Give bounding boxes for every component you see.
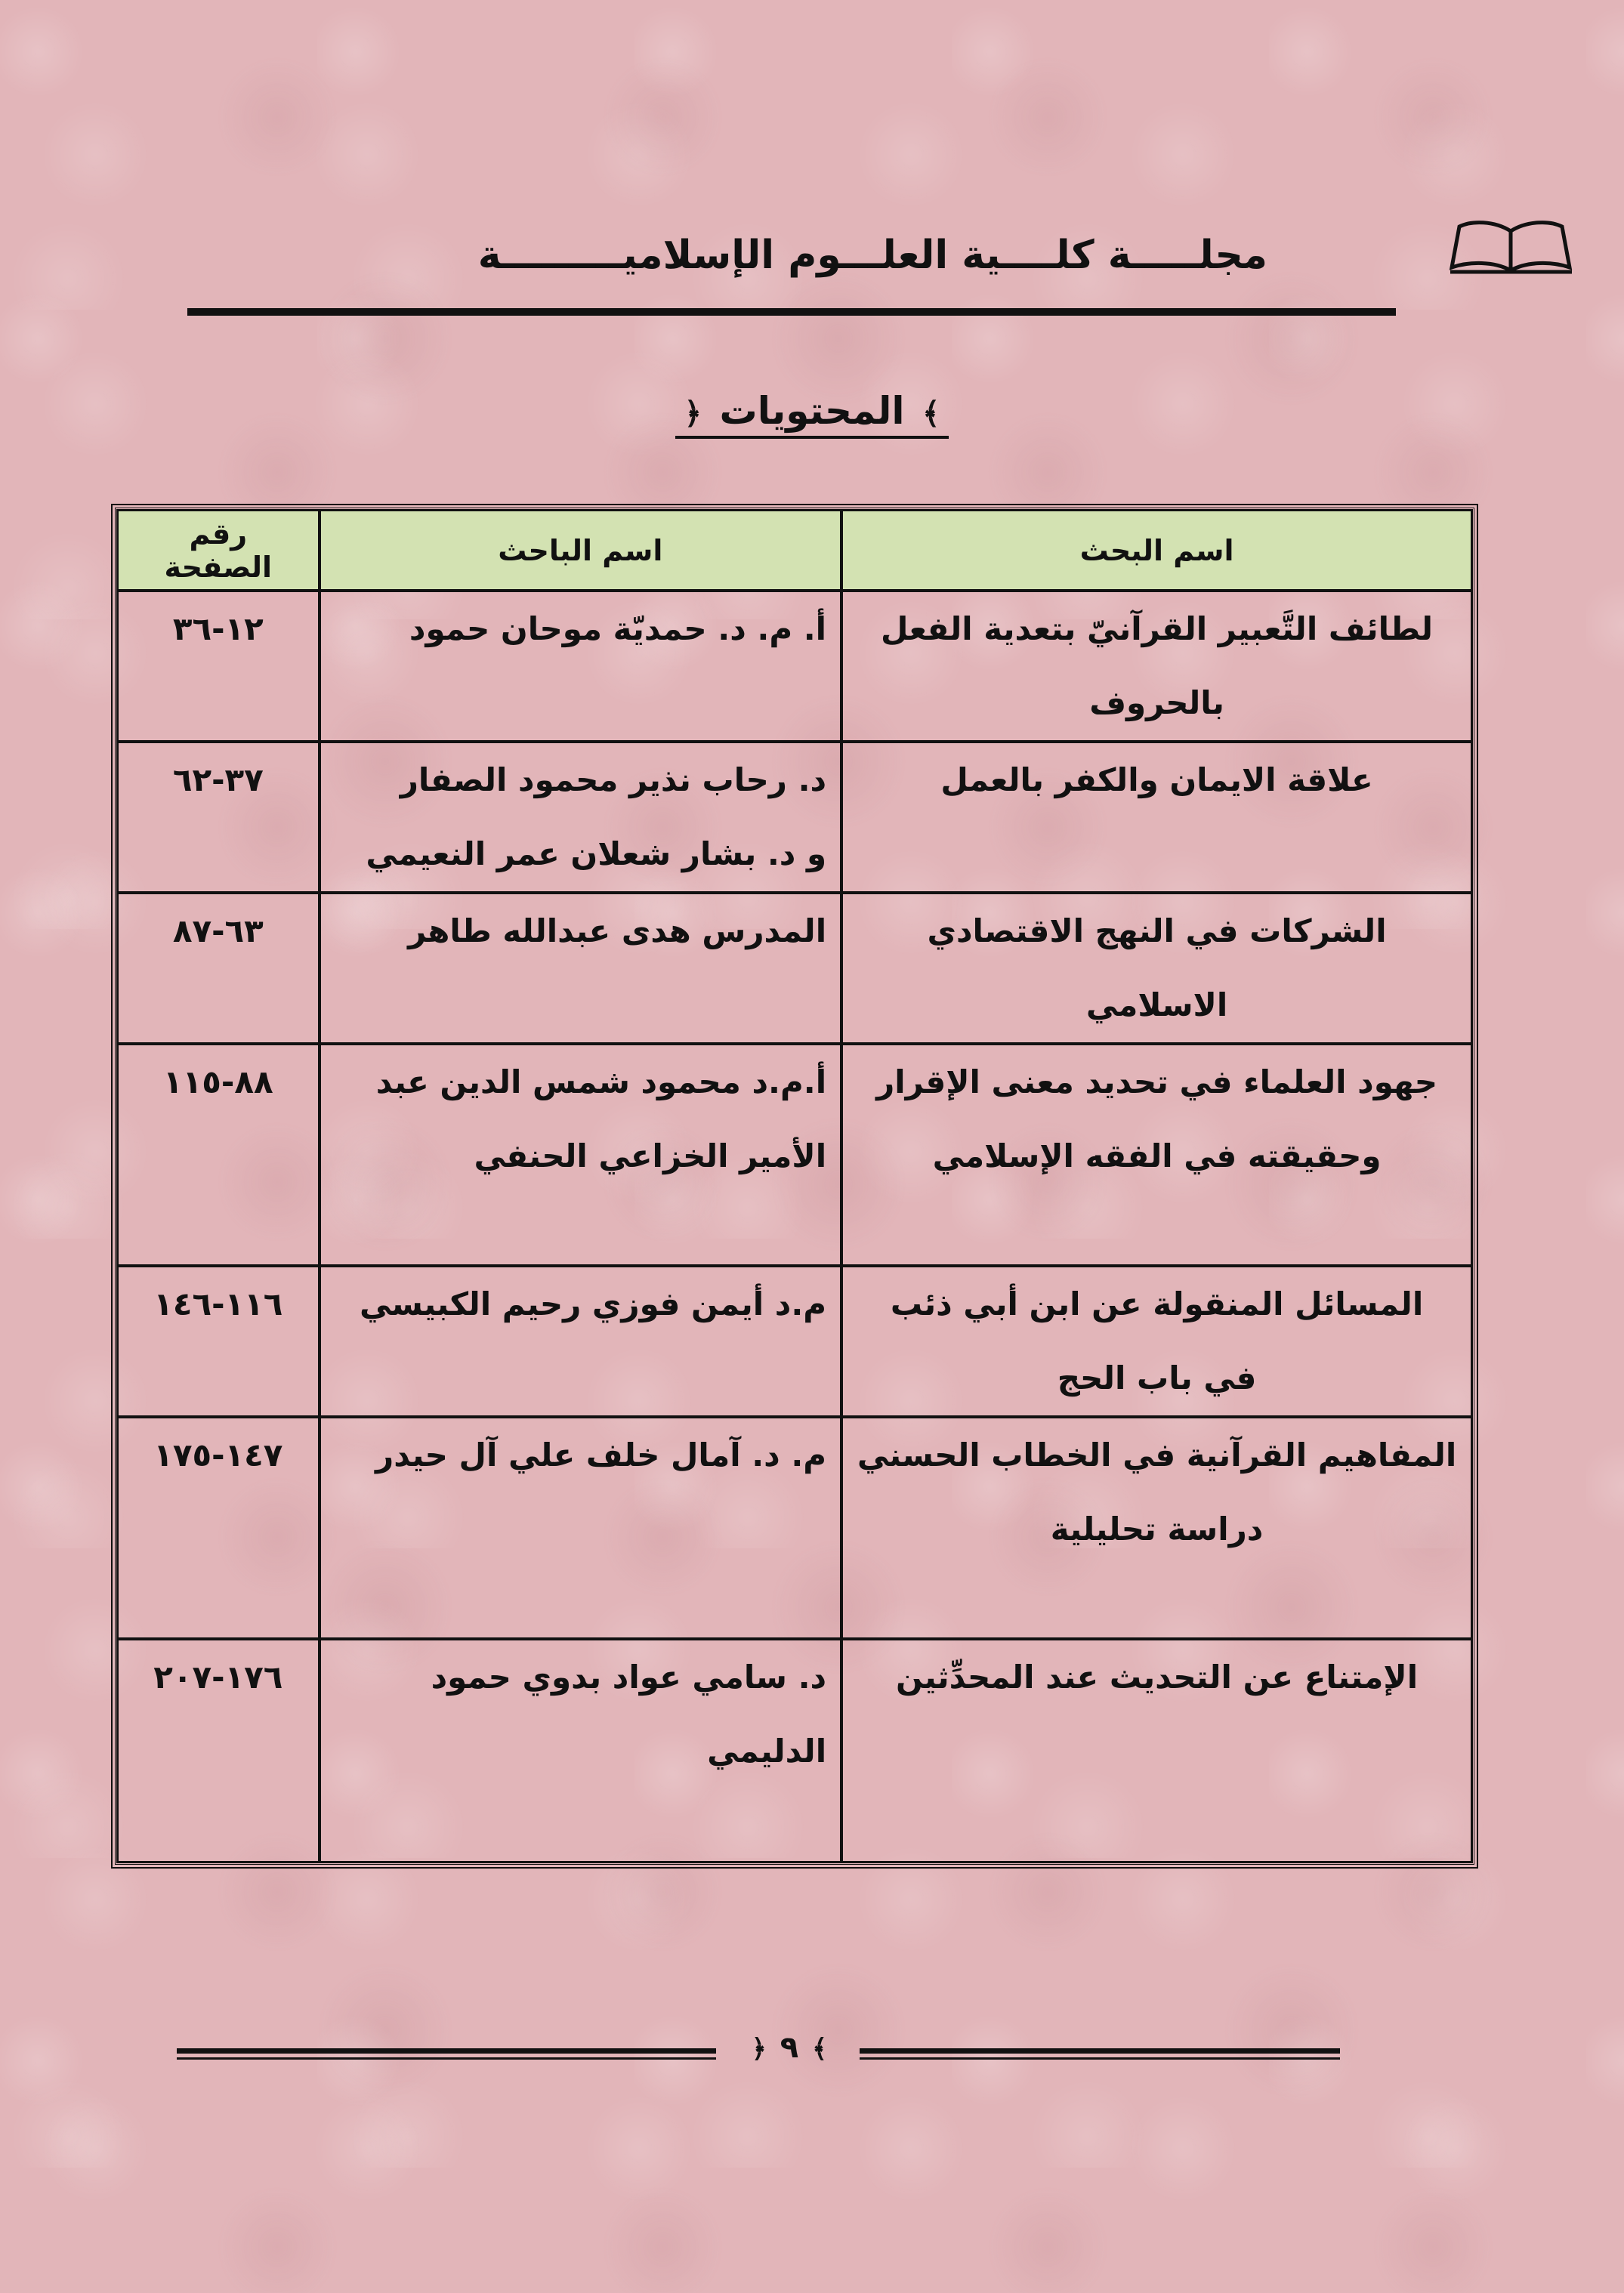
author-name: أ. م. د. حمديّة موحان حمود — [409, 610, 827, 647]
header-title: اسم البحث — [841, 510, 1472, 591]
contents-title-wrap — [675, 389, 949, 439]
author-cell — [320, 591, 841, 742]
contents-table — [115, 508, 1474, 1865]
table-row — [117, 1044, 1472, 1266]
research-title: المسائل المنقولة عن ابن أبي ذئب — [890, 1285, 1424, 1322]
footer-rule-left — [177, 2048, 716, 2054]
page-range: ٨٨-١١٥ — [117, 1044, 320, 1266]
research-title: وحقيقته في الفقه الإسلامي — [932, 1137, 1382, 1174]
table-row — [117, 1266, 1472, 1417]
table-row — [117, 893, 1472, 1044]
author-name: أ.م.د محمود شمس الدين عبد — [375, 1063, 827, 1100]
research-title: في باب الحج — [1057, 1359, 1257, 1396]
page-range: ١٧٦-٢٠٧ — [117, 1639, 320, 1862]
contents-heading — [0, 389, 1624, 439]
header-rule — [187, 308, 1396, 316]
footer-rule-right — [860, 2048, 1340, 2054]
page-number: ٩ — [780, 2030, 799, 2065]
table-row — [117, 591, 1472, 742]
page-number-wrap — [740, 2030, 838, 2065]
author-cell — [320, 1044, 841, 1266]
table-row — [117, 742, 1472, 893]
page-range: ٣٧-٦٢ — [117, 742, 320, 893]
research-title: دراسة تحليلية — [1050, 1511, 1264, 1548]
journal-title: مجلـــــة كلــــية العلـــوم الإسلاميـــــــــة — [477, 233, 1267, 278]
research-title: علاقة الايمان والكفر بالعمل — [940, 761, 1373, 798]
research-title-cell — [841, 1417, 1472, 1639]
author-name: و د. بشار شعلان عمر النعيمي — [366, 835, 827, 872]
ornament-open: ﴾ — [922, 396, 940, 431]
research-title-cell — [841, 1044, 1472, 1266]
author-name: المدرس هدى عبدالله طاهر — [408, 912, 827, 949]
page-range: ١٢-٣٦ — [117, 591, 320, 742]
table-row — [117, 1639, 1472, 1862]
research-title-cell — [841, 591, 1472, 742]
author-cell — [320, 1639, 841, 1862]
research-title-cell — [841, 1266, 1472, 1417]
ornament-close: ﴿ — [751, 2034, 767, 2064]
research-title-cell — [841, 893, 1472, 1044]
author-cell — [320, 893, 841, 1044]
research-title: بالحروف — [1089, 684, 1224, 721]
author-cell — [320, 1266, 841, 1417]
page-range: ١١٦-١٤٦ — [117, 1266, 320, 1417]
journal-header — [187, 211, 1449, 317]
contents-title: المحتويات — [719, 389, 905, 433]
header-pages: رقم الصفحة — [117, 510, 320, 591]
author-name: الأمير الخزاعي الحنفي — [474, 1137, 827, 1174]
research-title: جهود العلماء في تحديد معنى الإقرار — [876, 1063, 1438, 1100]
table-row — [117, 1417, 1472, 1639]
author-name: الدليمي — [707, 1733, 827, 1770]
author-cell — [320, 1417, 841, 1639]
research-title-cell — [841, 742, 1472, 893]
author-name: د. سامي عواد بدوي حمود — [431, 1659, 827, 1696]
header-author: اسم الباحث — [320, 510, 841, 591]
author-name: م.د أيمن فوزي رحيم الكبيسي — [360, 1285, 827, 1322]
author-name: م. د. آمال خلف علي آل حيدر — [375, 1437, 827, 1474]
table-header-row — [117, 510, 1472, 591]
research-title: لطائف التَّعبير القرآنيّ بتعدية الفعل — [881, 610, 1434, 647]
research-title: المفاهيم القرآنية في الخطاب الحسني — [857, 1437, 1457, 1474]
research-title: الإمتناع عن التحديث عند المحدِّثين — [895, 1659, 1419, 1696]
open-book-icon — [1449, 218, 1573, 278]
ornament-open: ﴾ — [812, 2034, 828, 2064]
research-title: الشركات في النهج الاقتصادي الاسلامي — [927, 912, 1387, 1023]
research-title-cell — [841, 1639, 1472, 1862]
page-range: ٦٣-٨٧ — [117, 893, 320, 1044]
ornament-close: ﴿ — [684, 396, 702, 431]
author-name: د. رحاب نذير محمود الصفار — [400, 761, 827, 798]
author-cell — [320, 742, 841, 893]
page-range: ١٤٧-١٧٥ — [117, 1417, 320, 1639]
